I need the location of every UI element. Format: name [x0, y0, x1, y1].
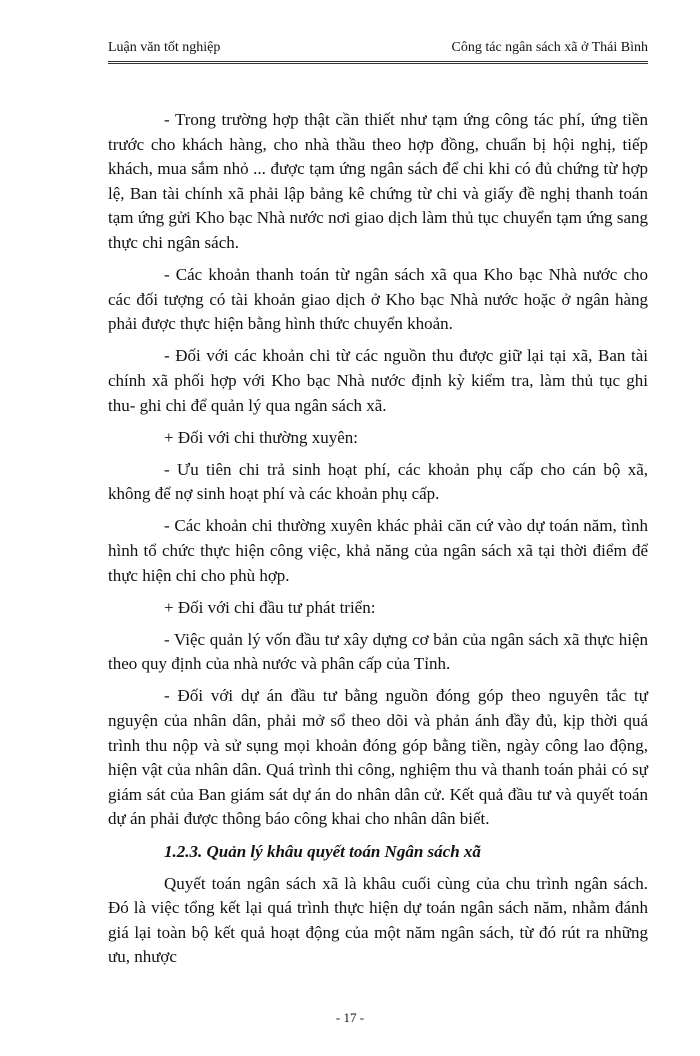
page-body — [108, 108, 648, 970]
header-divider — [108, 61, 648, 64]
header-left: Luận văn tốt nghiệp — [108, 40, 221, 55]
paragraph: - Đối với dự án đầu tư bằng nguồn đóng góp theo nguyên tắc tự nguyện của nhân dân, phải mở sổ theo dõi và phản ánh đầy đủ, kịp thời quá trình thu nộp và sử sụng mọi khoản đóng góp bằng tiền, ngày công lao động, hiện vật của nhân dân. Quá trình thi công, nghiệm thu và thanh toán phải có sự giám sát của Ban giám sát dự án do nhân dân cử. Kết quả đầu tư và quyết toán dự án phải được thông báo công khai cho nhân dân biết. — [108, 686, 648, 829]
paragraph: - Ưu tiên chi trả sinh hoạt phí, các khoản phụ cấp cho cán bộ xã, không để nợ sinh hoạt phí và các khoản phụ cấp. — [108, 459, 648, 504]
paragraph: + Đối với chi đầu tư phát triển: — [164, 597, 376, 617]
section-heading: 1.2.3. Quản lý khâu quyết toán Ngân sách xã — [164, 841, 481, 861]
paragraph: - Đối với các khoản chi từ các nguồn thu được giữ lại tại xã, Ban tài chính xã phối hợp với Kho bạc Nhà nước định kỳ kiểm tra, làm thủ tục ghi thu- ghi chi để quản lý qua ngân sách xã. — [108, 346, 648, 415]
paragraph: - Việc quản lý vốn đầu tư xây dựng cơ bản của ngân sách xã thực hiện theo quy định của nhà nước và phân cấp của Tỉnh. — [108, 629, 648, 674]
page-number: - 17 - — [335, 1010, 365, 1025]
paragraph: Quyết toán ngân sách xã là khâu cuối cùng của chu trình ngân sách. Đó là việc tổng kết lại quá trình thực hiện dự toán ngân sách năm, nhằm đánh giá lại toàn bộ kết quả hoạt động của một năm ngân sách, từ đó rút ra những ưu, nhược — [108, 873, 648, 967]
paragraph: + Đối với chi thường xuyên: — [164, 427, 359, 447]
paragraph: - Các khoản thanh toán từ ngân sách xã qua Kho bạc Nhà nước cho các đối tượng có tài khoản giao dịch ở Kho bạc Nhà nước hoặc ở ngân hàng phải được thực hiện bằng hình thức chuyển khoản. — [108, 265, 648, 334]
page-header — [108, 40, 648, 60]
header-right: Công tác ngân sách xã ở Thái Bình — [451, 40, 648, 55]
paragraph: - Trong trường hợp thật cần thiết như tạm ứng công tác phí, ứng tiền trước cho khách hàng, cho nhà thầu theo hợp đồng, chuẩn bị hội nghị, tiếp khách, mua sắm nhỏ ... được tạm ứng ngân sách để chi khi có đủ chứng từ hợp lệ, Ban tài chính xã phải lập bảng kê chứng từ chi và giấy đề nghị thanh toán tạm ứng gửi Kho bạc Nhà nước nơi giao dịch làm thủ tục chuyển tạm ứng sang thực chi ngân sách. — [108, 110, 648, 252]
paragraph: - Các khoản chi thường xuyên khác phải căn cứ vào dự toán năm, tình hình tổ chức thực hiện công việc, khả năng của ngân sách xã tại thời điểm để thực hiện chi cho phù hợp. — [108, 516, 648, 585]
